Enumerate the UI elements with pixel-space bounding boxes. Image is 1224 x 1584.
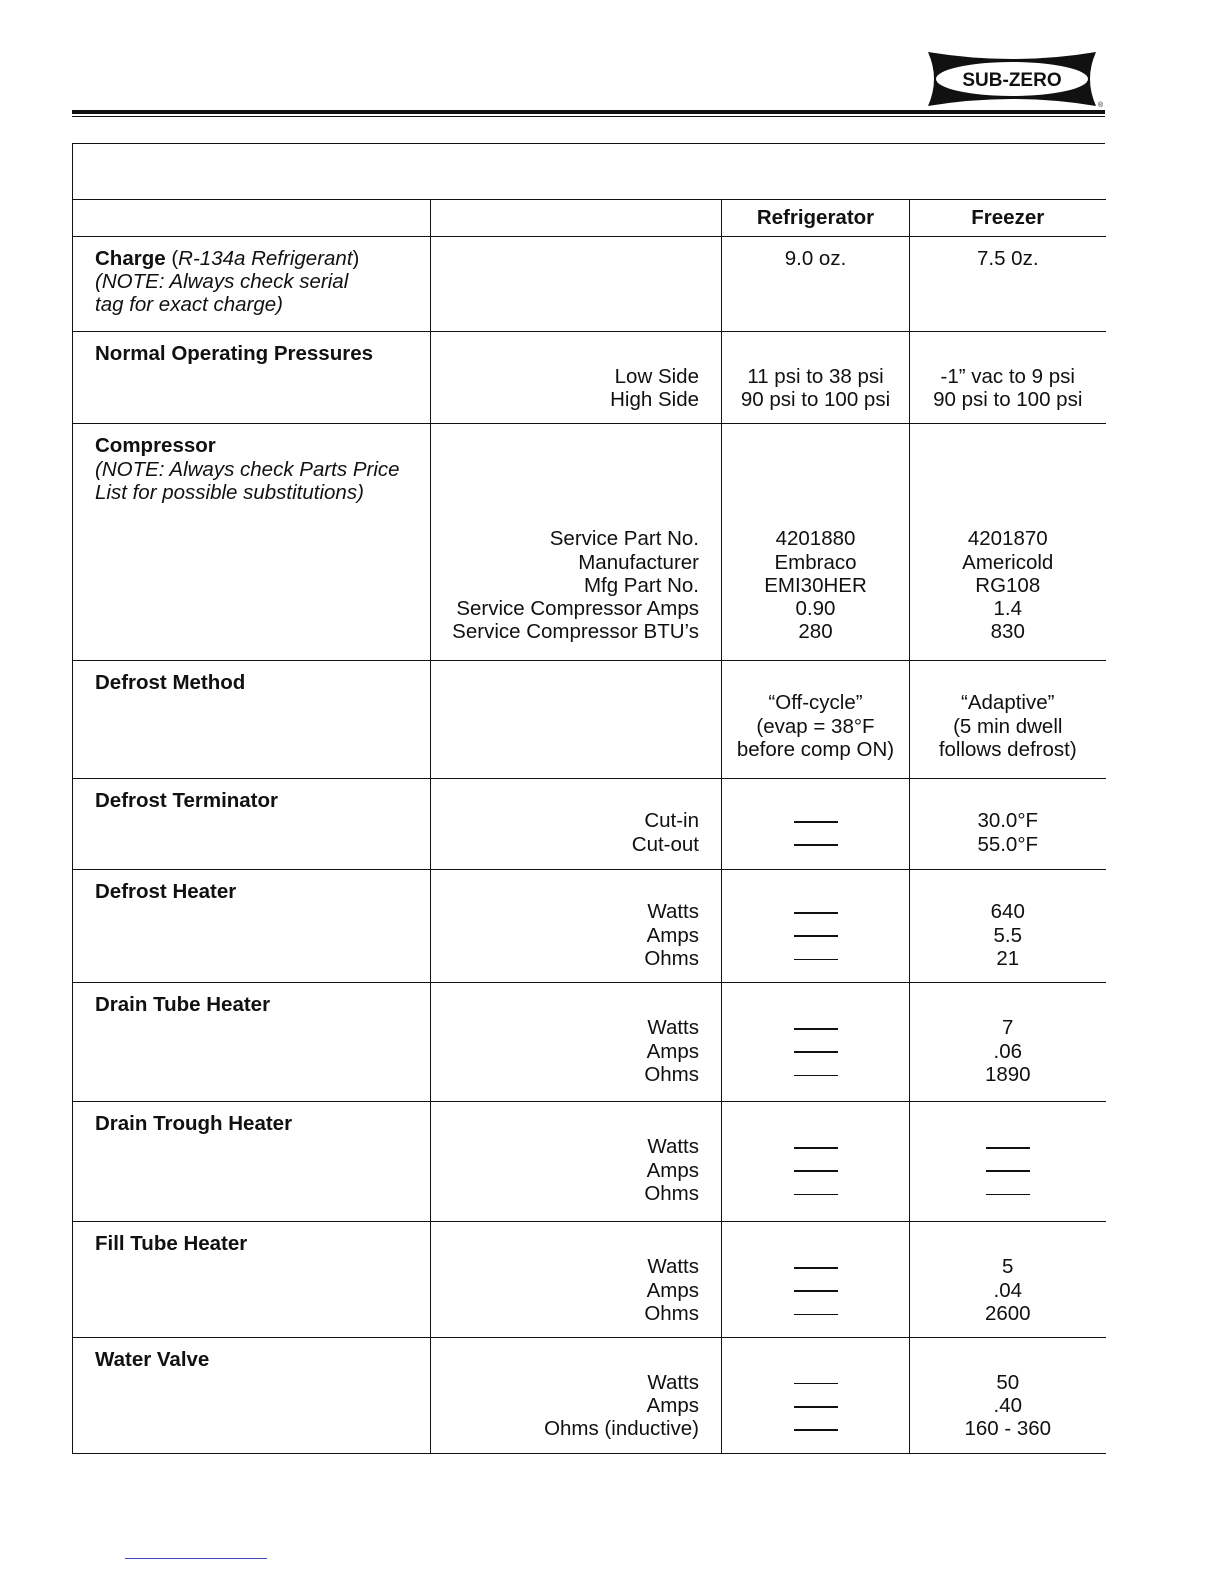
row-fill-tube-heater — [73, 1222, 1106, 1338]
refrigerator-value: “Off-cycle” — [768, 691, 863, 715]
empty-value-dash — [794, 1075, 838, 1077]
freezer-value: 55.0°F — [977, 832, 1039, 856]
row-compressor — [73, 424, 1106, 661]
spec-label: Amps — [646, 1394, 699, 1418]
logo-wordmark: SUB-ZERO — [962, 70, 1062, 91]
spec-label: Amps — [646, 1039, 699, 1063]
spec-label: Ohms (inductive) — [544, 1417, 699, 1441]
refrigerator-value: 4201880 — [775, 527, 856, 551]
header-rule-thin — [72, 116, 1105, 117]
row-defrost-heater — [73, 870, 1106, 983]
freezer-value: 7 — [1002, 1016, 1014, 1040]
empty-value-dash — [794, 1290, 838, 1292]
row-name: Charge — [95, 247, 166, 270]
freezer-value: 90 psi to 100 psi — [933, 388, 1083, 412]
freezer-value: .04 — [993, 1278, 1022, 1302]
row-name: Defrost Terminator — [95, 789, 279, 813]
empty-value-dash — [794, 959, 838, 961]
freezer-value: follows defrost) — [938, 737, 1077, 761]
refrigerator-value: 280 — [798, 620, 833, 644]
empty-value-dash — [794, 1147, 838, 1149]
freezer-value: 4201870 — [967, 527, 1048, 551]
freezer-value: “Adaptive” — [961, 691, 1055, 715]
spec-label: High Side — [610, 388, 699, 412]
row-pressures — [73, 332, 1106, 424]
empty-value-dash — [794, 1028, 838, 1030]
freezer-value: 1.4 — [993, 597, 1022, 621]
freezer-value: .40 — [993, 1394, 1022, 1418]
empty-value-dash — [794, 1314, 838, 1316]
spec-label: Watts — [647, 1371, 699, 1395]
freezer-value: Americold — [962, 550, 1054, 574]
freezer-value: 30.0°F — [977, 809, 1039, 833]
table-title-box — [72, 143, 1105, 200]
header-freezer: Freezer — [910, 200, 1106, 237]
freezer-value: 21 — [996, 946, 1020, 970]
row-defrost-method — [73, 661, 1106, 779]
spec-label: Mfg Part No. — [583, 573, 699, 597]
freezer-value: -1” vac to 9 psi — [940, 365, 1075, 388]
note-line: (NOTE: Always check Parts Price — [95, 457, 400, 481]
row-charge: Charge (R-134a Refrigerant) (NOTE: Always check serial tag for exact charge) 9.0 oz. 7.5 0z. — [73, 237, 1106, 332]
spec-label: Watts — [647, 1016, 699, 1040]
row-name: Fill Tube Heater — [95, 1232, 248, 1256]
refrigerator-value: 9.0 oz. — [784, 247, 847, 270]
freezer-value: RG108 — [975, 573, 1041, 597]
spec-label: Amps — [646, 1158, 699, 1182]
empty-value-dash — [794, 821, 838, 823]
spec-label: Amps — [646, 1278, 699, 1302]
spec-label: Manufacturer — [578, 550, 699, 574]
spec-label: Ohms — [644, 1181, 699, 1205]
spec-label: Low Side — [614, 365, 699, 388]
spec-label: Service Part No. — [549, 527, 699, 551]
note-line: (NOTE: Always check serial — [95, 270, 349, 294]
spec-label: Watts — [647, 900, 699, 924]
empty-value-dash — [794, 912, 838, 914]
footer-link-underline — [125, 1558, 267, 1559]
empty-value-dash — [794, 1051, 838, 1053]
row-name: Defrost Heater — [95, 880, 237, 904]
sub-zero-logo — [924, 50, 1102, 108]
row-name: Drain Trough Heater — [95, 1112, 293, 1136]
freezer-value: 830 — [990, 620, 1025, 644]
refrigerator-value: Embraco — [774, 550, 857, 574]
empty-value-dash — [794, 1429, 838, 1431]
header-refrigerator: Refrigerator — [722, 200, 910, 237]
freezer-value: 7.5 0z. — [976, 247, 1039, 270]
header-rule-thick — [72, 110, 1105, 114]
refrigerator-value: 11 psi to 38 psi — [747, 365, 884, 388]
row-name: Normal Operating Pressures — [95, 342, 373, 365]
empty-value-dash — [794, 1267, 838, 1269]
empty-value-dash — [794, 935, 838, 937]
freezer-value: (5 min dwell — [953, 714, 1063, 738]
row-water-valve — [73, 1338, 1106, 1454]
freezer-value: .06 — [993, 1039, 1022, 1063]
row-drain-tube-heater — [73, 983, 1106, 1102]
empty-value-dash — [794, 1406, 838, 1408]
freezer-value: 50 — [996, 1371, 1020, 1395]
refrigerant-type: R-134a Refrigerant — [178, 247, 353, 270]
header-blank-1 — [73, 200, 431, 237]
note-line: List for possible substitutions) — [95, 480, 364, 504]
freezer-value: 640 — [990, 900, 1025, 924]
empty-value-dash — [794, 1383, 838, 1385]
empty-value-dash — [794, 1170, 838, 1172]
spec-label: Watts — [647, 1255, 699, 1279]
empty-value-dash — [986, 1170, 1030, 1172]
empty-value-dash — [986, 1194, 1030, 1196]
empty-value-dash — [986, 1147, 1030, 1149]
empty-value-dash — [794, 1194, 838, 1196]
row-name: Defrost Method — [95, 671, 246, 695]
spec-label: Amps — [646, 923, 699, 947]
header-row — [73, 200, 1106, 237]
spec-label: Service Compressor Amps — [456, 597, 699, 621]
spec-table — [72, 199, 1106, 1454]
row-name: Water Valve — [95, 1348, 210, 1372]
freezer-value: 5.5 — [993, 923, 1022, 947]
spec-label: Cut-out — [631, 832, 699, 856]
note-line: tag for exact charge) — [95, 293, 284, 317]
refrigerator-value: before comp ON) — [736, 737, 895, 761]
spec-label: Cut-in — [644, 809, 699, 833]
spec-label: Watts — [647, 1135, 699, 1159]
registered-mark: ® — [1098, 102, 1104, 109]
freezer-value: 5 — [1002, 1255, 1014, 1279]
row-name: Compressor — [95, 434, 216, 458]
spec-label: Service Compressor BTU’s — [452, 620, 699, 644]
freezer-value: 1890 — [984, 1062, 1031, 1086]
freezer-value: 160 - 360 — [964, 1417, 1052, 1441]
refrigerator-value: 0.90 — [795, 597, 836, 621]
refrigerator-value: 90 psi to 100 psi — [740, 388, 891, 412]
refrigerator-value: EMI30HER — [764, 573, 867, 597]
row-name: Drain Tube Heater — [95, 993, 271, 1017]
spec-label: Ohms — [644, 946, 699, 970]
empty-value-dash — [794, 844, 838, 846]
row-drain-trough-heater — [73, 1102, 1106, 1222]
row-defrost-terminator — [73, 779, 1106, 870]
freezer-value: 2600 — [984, 1301, 1031, 1325]
spec-label: Ohms — [644, 1062, 699, 1086]
header-blank-2 — [431, 200, 722, 237]
spec-label: Ohms — [644, 1301, 699, 1325]
refrigerator-value: (evap = 38°F — [756, 714, 875, 738]
